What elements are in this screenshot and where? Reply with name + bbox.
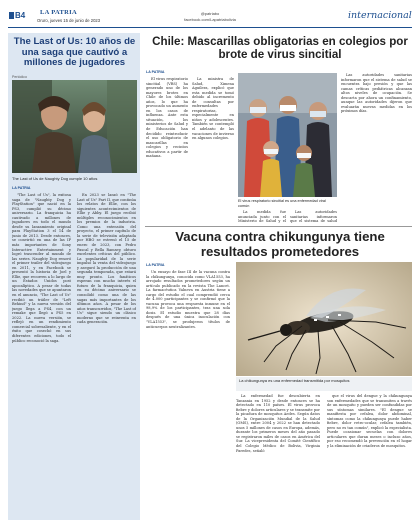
tlou-photo-caption: The Last of Us de Naughty Dog cumple 10 años xyxy=(12,176,98,181)
tlou-author: Periódico xyxy=(12,75,27,79)
paper-logo: LA PATRIA xyxy=(40,9,77,16)
chile-body-col4: Las autoridades sanitarias informaron que el sistema de salud xyxy=(290,210,337,224)
chik-body-col1: Un ensayo de fase III de la vacuna contra la chikungunya, conocida como VLA1553, ha arrojado resultados prometedores según un artículo publicado en la revista The Lancet. La farmacéutica Valneva en Austria tiene a cargo del estudio el cual comprendió cerca de 4.000 participantes y se confirmó que la vacuna provoca una respuesta inmune en el 98,9% de los participantes, tras una sola dosis. El estudio muestra que 28 días después de una única inoculación con "VLA1553", se produjeron títulos de anticuerpos neutralizantes. xyxy=(146,270,230,329)
chile-body-col5: Las autoridades sanitarias informaron que el sistema de salud se encuentra bajo presión y que las camas críticas pediátricas alcanzan altos niveles de ocupación. Se descarta por ahora un confinamiento, aunque las autoridades dijeron que evaluarán nuevas medidas en los próximos días. xyxy=(341,73,412,114)
chik-rule xyxy=(145,226,412,227)
tlou-body-col2: En 2023 se lanzó en "The Last of Us" Part II, que continúa los relatos de Ellie, con los siguientes acontecimientos de Ellie y Abby. El juego recibió múltiples reconocimientos en los premios de la industria. Como una extensión del proyecto, el primer capítulo de la serie de televisión adaptada por HBO se estrenó el 15 de enero de 2023, con Pedro Pascal y Bella Ramsey, obtuvo excelentes críticas del público. La popularidad de la serie impulsó la venta del videojuego y aseguró la producción de una segunda temporada, que estará muy pronto. Los fanáticos esperan con mucho interés el futuro de la franquicia, quien en su décimo aniversario se consolidó como una de las sagas más importantes de los últimos años. A pesar de los años transcurridos, "The Last of Us" sigue siendo un clásico moderno que se reinventa en cada generación. xyxy=(77,193,136,325)
chik-photo-art xyxy=(236,262,412,376)
social-facebook: facebook.com/Lapatriabolivia xyxy=(184,17,236,22)
chik-photo-caption: La chikungunya es una enfermedad transmitida por mosquitos xyxy=(239,378,350,383)
chile-photo xyxy=(238,73,337,197)
chik-body-col2: La enfermedad fue descubierta en Tanzania en 1952 y desde entonces se ha detectado en 110 países. El virus provoca fiebre y dolores articulares y se transmite por la picadura de mosquitos Aedes. Según datos de la Organización Mundial de la Salud (OMS), entre 2004 y 2022 se han detectado unos 5 millones de casos en Europa, además, durante los primeros meses del año pasado se registraron miles de casos en América del Sur. La vicepresidenta del Comité Científico del Colegio Médico de Bolivia, Virginia Paredes, señaló xyxy=(236,394,320,453)
chile-body-col1: El virus respiratorio sincitial (VRS) ha generado uno de los mayores brotes en Chile de los últimos años, lo que ha provocado un aumento en los casos de influenza. Ante esta situación, los ministerios de Salud y de Educación han decidido reintroducir el uso obligatorio de mascarillas en colegios y recintos educativos a partir de mañana. xyxy=(146,77,188,159)
tlou-title: The Last of Us: 10 años de una saga que cautivó a millones de jugadores xyxy=(13,36,136,69)
chik-kicker: LA PATRIA xyxy=(146,263,165,267)
page-number: B4 xyxy=(9,11,25,20)
chile-photo-art xyxy=(238,73,337,197)
tlou-kicker: LA PATRIA xyxy=(12,186,31,190)
chik-body-col3: que el virus del dengue y la chikungunya son enfermedades que se transmiten a través de un mosquito y pueden ser confundidas por sus síntomas similares. "El dengue se manifiesta por cefalea, dolor abdominal, síntomas como la chikungunya puede haber fiebre, dolor retro-ocular, cefalea también, pero no es tan común", explicó la especialista. Puede ocasionar secuelas con dolores articulares que duran meses o incluso años, por eso recomendó la prevención en el hogar y la eliminación de criaderos de mosquitos. xyxy=(327,394,412,449)
social-twitter: @patriabo xyxy=(200,11,220,16)
chile-body-col2: La ministra de Salud, Ximena Aguilera, explicó que esta medida se tomó debido al incremento de consultas por enfermedades respiratorias, especialmente en niños y adolescentes. También se contempló el adelanto de las vacaciones de invierno en algunos colegios. xyxy=(192,77,234,141)
tlou-photo-art xyxy=(12,80,137,173)
header-rule xyxy=(8,27,412,28)
page-header xyxy=(0,0,420,30)
tlou-photo xyxy=(12,80,137,173)
page-marker-icon xyxy=(9,12,14,19)
chile-title: Chile: Mascarillas obligatorias en colegios por brote de virus sincitial xyxy=(152,35,408,61)
chik-title: Vacuna contra chikungunya tiene resultados prometedores xyxy=(175,229,385,259)
chile-kicker: LA PATRIA xyxy=(146,70,165,74)
tlou-body-col1: "The Last of Us", la exitosa saga de "Naughty Dog y PlayStation" que nació en la PS3, cumplió su décimo aniversario. La franquicia ha cautivado a millones de jugadores en todo el mundo desde su lanzamiento original para PlayStation 3 el 14 de junio de 2013. Desde entonces, se convirtió en una de las IP más importantes de Sony Interactive Entertainment y logró trascender al mundo de las series. Naughty Dog renovó el primer trailer del videojuego en 2011, y en Facebook se presentó la historia de Joel y Ellie, que recorren a lo largo de un Estados Unidos post apocalíptico. A pesar de todas las novedades que se apuntaron en el anuncio, "The Last of Us" recibió un tráiler de "Left Behind" y la nueva versión del juego llega a PS4, con un remake que llegó a PS5 en 2022. La nueva versión, se reflejó en un rendimiento comercial sobresaliente, y en el éxito que cosechó en sus diferentes ediciones, todo el público reconoció la saga. xyxy=(12,193,71,343)
chile-photo-caption: El virus respiratorio sincitial es una enfermedad viral común xyxy=(238,199,326,208)
chile-body-col3: La medida fue anunciada junto con el Ministerio de Salud y el xyxy=(238,210,286,224)
chik-photo xyxy=(236,262,412,376)
date-line: Oruro, jueves 15 de junio de 2023 xyxy=(37,18,101,23)
section-name: internacional xyxy=(348,10,412,21)
